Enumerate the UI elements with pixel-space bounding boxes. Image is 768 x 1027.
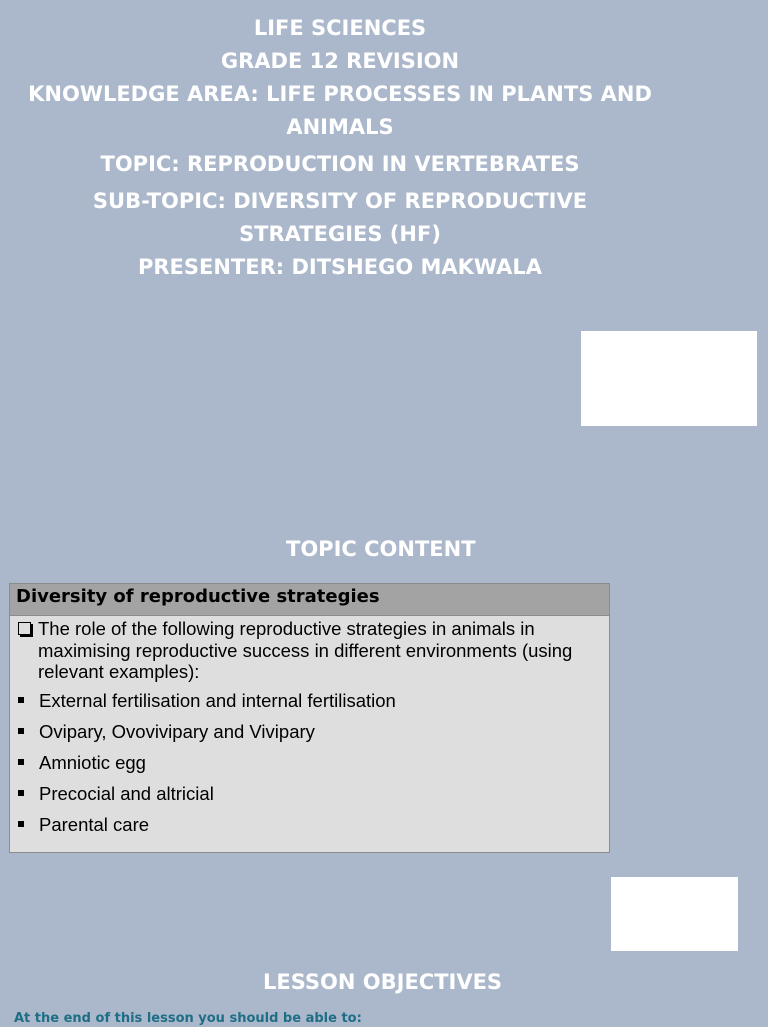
square-bullet-icon	[18, 821, 24, 827]
list-item-text: Parental care	[39, 813, 150, 835]
sub-topic-line-2: STRATEGIES (HF)	[239, 222, 441, 246]
blank-image-placeholder-2	[611, 877, 738, 951]
lesson-objectives-heading: LESSON OBJECTIVES	[263, 970, 503, 994]
sub-topic-line-1: SUB-TOPIC: DIVERSITY OF REPRODUCTIVE	[92, 189, 588, 213]
strategy-list	[16, 690, 601, 836]
title-block	[20, 12, 660, 284]
table-header: Diversity of reproductive strategies	[10, 584, 609, 616]
square-bullet-icon	[18, 759, 24, 765]
blank-image-placeholder	[581, 331, 757, 426]
list-item-text: Ovipary, Ovovivipary and Vivipary	[39, 720, 315, 742]
list-item	[16, 721, 601, 743]
presenter-line: PRESENTER: DITSHEGO MAKWALA	[137, 255, 543, 279]
grade-title: GRADE 12 REVISION	[220, 49, 460, 73]
list-item	[16, 752, 601, 774]
checkbox-bullet-icon	[18, 622, 31, 635]
intro-item	[16, 618, 601, 683]
list-item	[16, 814, 601, 836]
topic-title: TOPIC: REPRODUCTION IN VERTEBRATES	[100, 152, 580, 176]
table-body	[10, 616, 609, 835]
topic-content-table	[9, 583, 610, 853]
subject-title: LIFE SCIENCES	[253, 16, 427, 40]
list-item	[16, 690, 601, 712]
square-bullet-icon	[18, 790, 24, 796]
intro-text: The role of the following reproductive strategies in animals in maximising reproductive success in different environments (using relevant examples):	[38, 618, 573, 682]
objectives-intro-text: At the end of this lesson you should be able to:	[14, 1011, 362, 1026]
knowledge-area-line-1: KNOWLEDGE AREA: LIFE PROCESSES IN PLANTS AND	[28, 82, 652, 106]
list-item-text: Amniotic egg	[39, 751, 146, 773]
list-item-text: Precocial and altricial	[39, 782, 214, 804]
square-bullet-icon	[18, 697, 24, 703]
square-bullet-icon	[18, 728, 24, 734]
list-item	[16, 783, 601, 805]
knowledge-area-line-2: ANIMALS	[286, 115, 394, 139]
topic-content-heading: TOPIC CONTENT	[286, 537, 476, 561]
list-item-text: External fertilisation and internal fertilisation	[39, 689, 396, 711]
